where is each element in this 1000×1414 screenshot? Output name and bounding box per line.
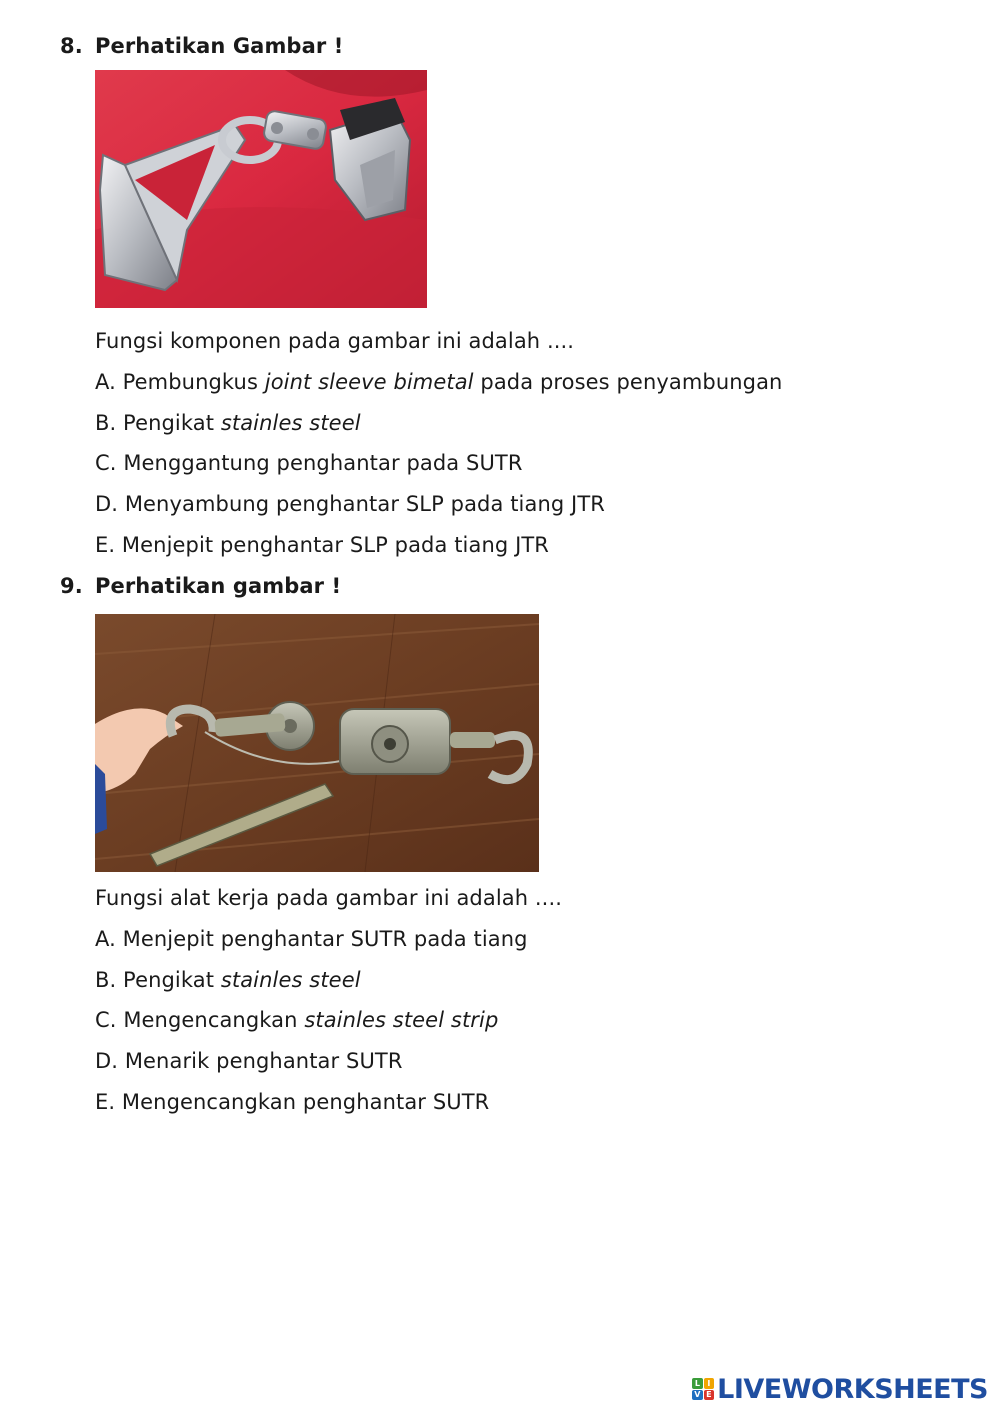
brand-name: LIVEWORKSHEETS xyxy=(717,1373,988,1405)
question-9-heading xyxy=(60,574,341,598)
question-9-option-e[interactable]: E. Mengencangkan penghantar SUTR xyxy=(95,1090,490,1114)
logo-letter: V xyxy=(692,1390,703,1401)
question-8-option-d[interactable]: D. Menyambung penghantar SLP pada tiang JTR xyxy=(95,492,605,516)
question-title: Perhatikan gambar ! xyxy=(95,574,342,598)
question-8-option-b[interactable]: B. Pengikat stainles steel xyxy=(95,411,361,435)
question-9-option-d[interactable]: D. Menarik penghantar SUTR xyxy=(95,1049,403,1073)
question-number: 9. xyxy=(60,574,83,598)
logo-letter: L xyxy=(692,1378,703,1389)
logo-letter: E xyxy=(704,1390,715,1401)
question-number: 8. xyxy=(60,34,83,58)
question-8-prompt: Fungsi komponen pada gambar ini adalah .... xyxy=(95,329,575,353)
cable-puller-photo xyxy=(95,614,539,872)
logo-letter: I xyxy=(704,1378,715,1389)
question-title: Perhatikan Gambar ! xyxy=(95,34,344,58)
question-8-heading xyxy=(60,34,343,58)
strain-clamp-photo xyxy=(95,70,427,308)
question-8-option-c[interactable]: C. Menggantung penghantar pada SUTR xyxy=(95,451,523,475)
question-9-option-a[interactable]: A. Menjepit penghantar SUTR pada tiang xyxy=(95,927,528,951)
liveworksheets-logo-icon xyxy=(692,1378,714,1400)
question-8-option-e[interactable]: E. Menjepit penghantar SLP pada tiang JTR xyxy=(95,533,549,557)
question-8-option-a[interactable]: A. Pembungkus joint sleeve bimetal pada proses penyambungan xyxy=(95,370,783,394)
liveworksheets-brand xyxy=(692,1372,988,1406)
question-9-option-b[interactable]: B. Pengikat stainles steel xyxy=(95,968,361,992)
question-9-prompt: Fungsi alat kerja pada gambar ini adalah .... xyxy=(95,886,563,910)
question-9-option-c[interactable]: C. Mengencangkan stainles steel strip xyxy=(95,1008,499,1032)
